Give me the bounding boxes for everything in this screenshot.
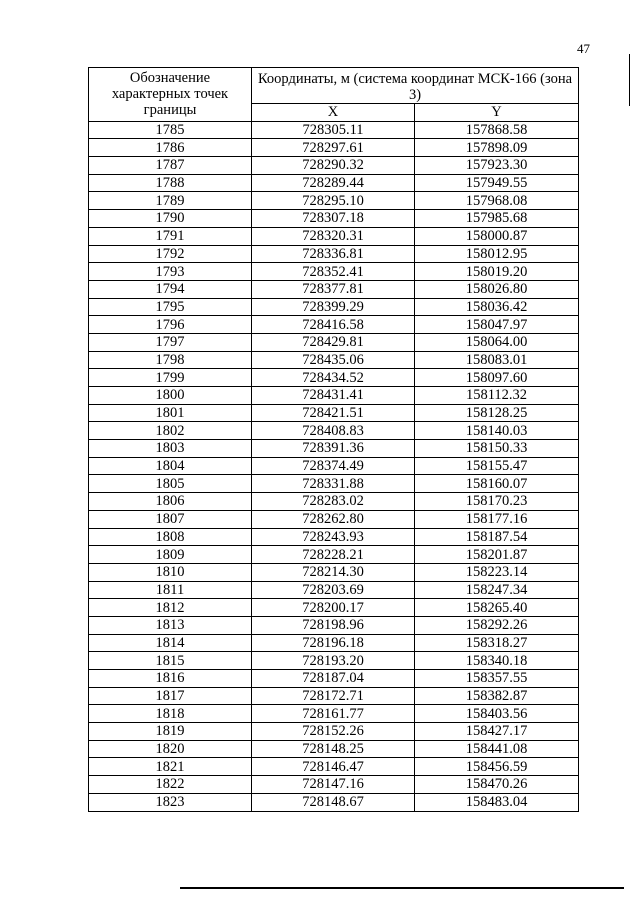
y-coordinate-cell: 158340.18 bbox=[415, 652, 579, 670]
y-coordinate-cell: 158403.56 bbox=[415, 705, 579, 723]
table-body bbox=[89, 121, 579, 811]
header-y: Y bbox=[415, 104, 579, 122]
point-number-cell: 1811 bbox=[89, 581, 252, 599]
bottom-rule bbox=[180, 887, 624, 889]
table-row bbox=[89, 528, 579, 546]
x-coordinate-cell: 728295.10 bbox=[252, 192, 415, 210]
x-coordinate-cell: 728161.77 bbox=[252, 705, 415, 723]
x-coordinate-cell: 728307.18 bbox=[252, 210, 415, 228]
point-number-cell: 1815 bbox=[89, 652, 252, 670]
point-number-cell: 1822 bbox=[89, 776, 252, 794]
x-coordinate-cell: 728297.61 bbox=[252, 139, 415, 157]
point-number-cell: 1812 bbox=[89, 599, 252, 617]
x-coordinate-cell: 728416.58 bbox=[252, 316, 415, 334]
table-row bbox=[89, 227, 579, 245]
point-number-cell: 1793 bbox=[89, 263, 252, 281]
x-coordinate-cell: 728331.88 bbox=[252, 475, 415, 493]
point-number-cell: 1800 bbox=[89, 387, 252, 405]
y-coordinate-cell: 157949.55 bbox=[415, 174, 579, 192]
x-coordinate-cell: 728148.67 bbox=[252, 793, 415, 811]
table-row bbox=[89, 369, 579, 387]
y-coordinate-cell: 158318.27 bbox=[415, 634, 579, 652]
point-number-cell: 1804 bbox=[89, 457, 252, 475]
x-coordinate-cell: 728148.25 bbox=[252, 740, 415, 758]
table-row bbox=[89, 121, 579, 139]
y-coordinate-cell: 157968.08 bbox=[415, 192, 579, 210]
y-coordinate-cell: 158083.01 bbox=[415, 351, 579, 369]
x-coordinate-cell: 728352.41 bbox=[252, 263, 415, 281]
x-coordinate-cell: 728196.18 bbox=[252, 634, 415, 652]
table-row bbox=[89, 793, 579, 811]
point-number-cell: 1791 bbox=[89, 227, 252, 245]
x-coordinate-cell: 728146.47 bbox=[252, 758, 415, 776]
y-coordinate-cell: 158201.87 bbox=[415, 546, 579, 564]
x-coordinate-cell: 728283.02 bbox=[252, 493, 415, 511]
table-row bbox=[89, 457, 579, 475]
point-number-cell: 1806 bbox=[89, 493, 252, 511]
y-coordinate-cell: 158427.17 bbox=[415, 723, 579, 741]
table-row bbox=[89, 740, 579, 758]
point-number-cell: 1817 bbox=[89, 687, 252, 705]
point-number-cell: 1808 bbox=[89, 528, 252, 546]
x-coordinate-cell: 728434.52 bbox=[252, 369, 415, 387]
point-number-cell: 1820 bbox=[89, 740, 252, 758]
y-coordinate-cell: 158441.08 bbox=[415, 740, 579, 758]
x-coordinate-cell: 728172.71 bbox=[252, 687, 415, 705]
point-number-cell: 1786 bbox=[89, 139, 252, 157]
table-row bbox=[89, 776, 579, 794]
coordinates-table bbox=[88, 67, 579, 812]
y-coordinate-cell: 158112.32 bbox=[415, 387, 579, 405]
x-coordinate-cell: 728243.93 bbox=[252, 528, 415, 546]
point-number-cell: 1816 bbox=[89, 670, 252, 688]
table-row bbox=[89, 263, 579, 281]
point-number-cell: 1801 bbox=[89, 404, 252, 422]
point-number-cell: 1813 bbox=[89, 616, 252, 634]
point-number-cell: 1788 bbox=[89, 174, 252, 192]
x-coordinate-cell: 728305.11 bbox=[252, 121, 415, 139]
x-coordinate-cell: 728290.32 bbox=[252, 157, 415, 175]
point-number-cell: 1810 bbox=[89, 563, 252, 581]
y-coordinate-cell: 158019.20 bbox=[415, 263, 579, 281]
point-number-cell: 1818 bbox=[89, 705, 252, 723]
y-coordinate-cell: 158357.55 bbox=[415, 670, 579, 688]
table-row bbox=[89, 616, 579, 634]
y-coordinate-cell: 157923.30 bbox=[415, 157, 579, 175]
margin-line bbox=[629, 54, 630, 106]
point-number-cell: 1814 bbox=[89, 634, 252, 652]
table-row bbox=[89, 404, 579, 422]
x-coordinate-cell: 728187.04 bbox=[252, 670, 415, 688]
point-number-cell: 1802 bbox=[89, 422, 252, 440]
header-x: X bbox=[252, 104, 415, 122]
y-coordinate-cell: 158000.87 bbox=[415, 227, 579, 245]
table-row bbox=[89, 210, 579, 228]
y-coordinate-cell: 157868.58 bbox=[415, 121, 579, 139]
x-coordinate-cell: 728431.41 bbox=[252, 387, 415, 405]
table-row bbox=[89, 245, 579, 263]
point-number-cell: 1796 bbox=[89, 316, 252, 334]
y-coordinate-cell: 158170.23 bbox=[415, 493, 579, 511]
x-coordinate-cell: 728336.81 bbox=[252, 245, 415, 263]
table-row bbox=[89, 316, 579, 334]
point-number-cell: 1803 bbox=[89, 440, 252, 458]
y-coordinate-cell: 157898.09 bbox=[415, 139, 579, 157]
table-row bbox=[89, 440, 579, 458]
y-coordinate-cell: 158160.07 bbox=[415, 475, 579, 493]
x-coordinate-cell: 728203.69 bbox=[252, 581, 415, 599]
page-number: 47 bbox=[577, 41, 590, 56]
table-row bbox=[89, 493, 579, 511]
y-coordinate-cell: 158012.95 bbox=[415, 245, 579, 263]
table-row bbox=[89, 351, 579, 369]
point-number-cell: 1805 bbox=[89, 475, 252, 493]
x-coordinate-cell: 728214.30 bbox=[252, 563, 415, 581]
y-coordinate-cell: 158223.14 bbox=[415, 563, 579, 581]
header-point-designation: Обозначение характерных точек границы bbox=[89, 68, 252, 122]
x-coordinate-cell: 728421.51 bbox=[252, 404, 415, 422]
y-coordinate-cell: 158128.25 bbox=[415, 404, 579, 422]
table-row bbox=[89, 387, 579, 405]
y-coordinate-cell: 158140.03 bbox=[415, 422, 579, 440]
table-row bbox=[89, 280, 579, 298]
y-coordinate-cell: 158155.47 bbox=[415, 457, 579, 475]
y-coordinate-cell: 158265.40 bbox=[415, 599, 579, 617]
x-coordinate-cell: 728200.17 bbox=[252, 599, 415, 617]
y-coordinate-cell: 158047.97 bbox=[415, 316, 579, 334]
table-row bbox=[89, 705, 579, 723]
y-coordinate-cell: 158187.54 bbox=[415, 528, 579, 546]
table-row bbox=[89, 687, 579, 705]
y-coordinate-cell: 158292.26 bbox=[415, 616, 579, 634]
table-row bbox=[89, 174, 579, 192]
y-coordinate-cell: 158456.59 bbox=[415, 758, 579, 776]
y-coordinate-cell: 158483.04 bbox=[415, 793, 579, 811]
x-coordinate-cell: 728399.29 bbox=[252, 298, 415, 316]
point-number-cell: 1821 bbox=[89, 758, 252, 776]
y-coordinate-cell: 158470.26 bbox=[415, 776, 579, 794]
x-coordinate-cell: 728429.81 bbox=[252, 333, 415, 351]
table-row bbox=[89, 139, 579, 157]
x-coordinate-cell: 728152.26 bbox=[252, 723, 415, 741]
point-number-cell: 1789 bbox=[89, 192, 252, 210]
x-coordinate-cell: 728374.49 bbox=[252, 457, 415, 475]
point-number-cell: 1787 bbox=[89, 157, 252, 175]
y-coordinate-cell: 158064.00 bbox=[415, 333, 579, 351]
point-number-cell: 1823 bbox=[89, 793, 252, 811]
x-coordinate-cell: 728147.16 bbox=[252, 776, 415, 794]
y-coordinate-cell: 158036.42 bbox=[415, 298, 579, 316]
header-coordinates: Координаты, м (система координат МСК-166 (зона 3) bbox=[252, 68, 579, 104]
table-row bbox=[89, 298, 579, 316]
table-row bbox=[89, 581, 579, 599]
x-coordinate-cell: 728289.44 bbox=[252, 174, 415, 192]
x-coordinate-cell: 728228.21 bbox=[252, 546, 415, 564]
table-row bbox=[89, 510, 579, 528]
table-row bbox=[89, 599, 579, 617]
y-coordinate-cell: 158177.16 bbox=[415, 510, 579, 528]
point-number-cell: 1799 bbox=[89, 369, 252, 387]
point-number-cell: 1809 bbox=[89, 546, 252, 564]
point-number-cell: 1794 bbox=[89, 280, 252, 298]
x-coordinate-cell: 728435.06 bbox=[252, 351, 415, 369]
table-row bbox=[89, 192, 579, 210]
point-number-cell: 1807 bbox=[89, 510, 252, 528]
x-coordinate-cell: 728193.20 bbox=[252, 652, 415, 670]
table-row bbox=[89, 634, 579, 652]
table-row bbox=[89, 333, 579, 351]
point-number-cell: 1795 bbox=[89, 298, 252, 316]
y-coordinate-cell: 158382.87 bbox=[415, 687, 579, 705]
y-coordinate-cell: 158097.60 bbox=[415, 369, 579, 387]
table-row bbox=[89, 652, 579, 670]
x-coordinate-cell: 728391.36 bbox=[252, 440, 415, 458]
y-coordinate-cell: 158150.33 bbox=[415, 440, 579, 458]
y-coordinate-cell: 157985.68 bbox=[415, 210, 579, 228]
x-coordinate-cell: 728320.31 bbox=[252, 227, 415, 245]
point-number-cell: 1792 bbox=[89, 245, 252, 263]
table-row bbox=[89, 670, 579, 688]
table-row bbox=[89, 157, 579, 175]
x-coordinate-cell: 728377.81 bbox=[252, 280, 415, 298]
point-number-cell: 1819 bbox=[89, 723, 252, 741]
x-coordinate-cell: 728262.80 bbox=[252, 510, 415, 528]
table-row bbox=[89, 563, 579, 581]
point-number-cell: 1797 bbox=[89, 333, 252, 351]
table-row bbox=[89, 546, 579, 564]
table-row bbox=[89, 758, 579, 776]
table-row bbox=[89, 723, 579, 741]
x-coordinate-cell: 728408.83 bbox=[252, 422, 415, 440]
table-row bbox=[89, 475, 579, 493]
y-coordinate-cell: 158247.34 bbox=[415, 581, 579, 599]
point-number-cell: 1790 bbox=[89, 210, 252, 228]
y-coordinate-cell: 158026.80 bbox=[415, 280, 579, 298]
x-coordinate-cell: 728198.96 bbox=[252, 616, 415, 634]
point-number-cell: 1785 bbox=[89, 121, 252, 139]
table-row bbox=[89, 422, 579, 440]
point-number-cell: 1798 bbox=[89, 351, 252, 369]
